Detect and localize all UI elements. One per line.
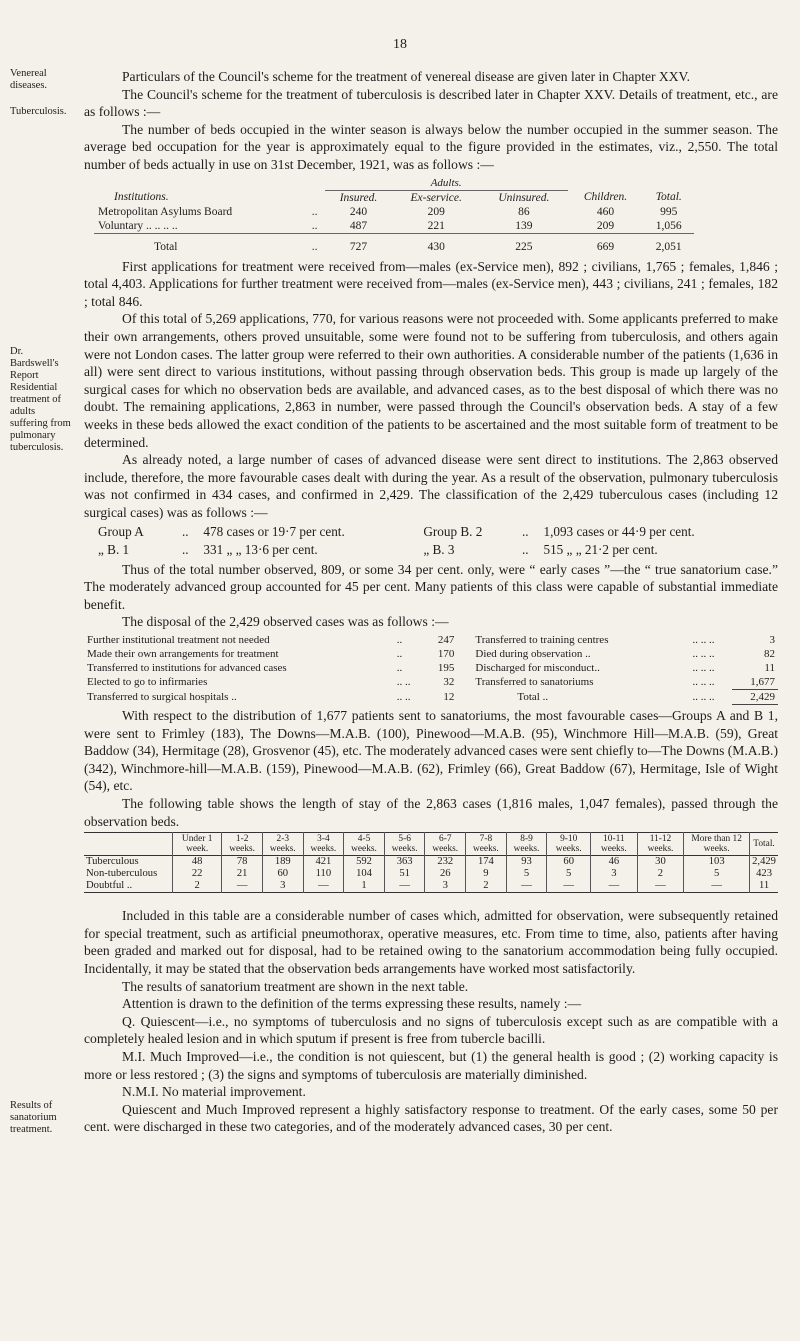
- table-cell: Transferred to sanatoriums: [475, 676, 594, 689]
- table-cell: 21: [222, 868, 263, 880]
- table-cell: 3: [425, 880, 466, 893]
- paragraph-sanatorium-distribution: With respect to the distribution of 1,677 patients sent to sanatoriums, the most favourable cases—Groups A and B 1, were sent to Frimley (183), The Downs—M.A.B. (100), Pinewood—M.A.B. (95), Winchmore Hill—M.A.B. (59), Great Baddow (34), Hermitage (28), Grosvenor (45), etc. The moderately advanced cases were sent chiefly to—The Downs (M.A.B.) (342), Winchmore-hill—M.A.B. (159), Pinewood—M.A.B. (62), Frimley (66), Great Baddow (67), Hermitage, Isle of Wight (54), etc.: [84, 708, 778, 794]
- table-row: [94, 205, 694, 219]
- table-row: [84, 661, 778, 675]
- table-row: [84, 647, 778, 661]
- table-cell: 82: [764, 648, 775, 661]
- leader-dots: .. .. ..: [692, 648, 715, 661]
- table-cell: Made their own arrangements for treatment: [87, 648, 279, 661]
- table-row: [84, 633, 778, 647]
- table-cell: 30: [637, 856, 684, 869]
- table-cell: 93: [506, 856, 547, 869]
- leader-dots: ..: [521, 542, 529, 558]
- table-cell: 110: [303, 868, 344, 880]
- table-cell: 60: [262, 868, 303, 880]
- margin-note-venereal: Venereal diseases.: [10, 68, 48, 91]
- column-header: 9-10 weeks.: [547, 833, 591, 856]
- table-cell: —: [222, 880, 263, 893]
- table-cell: 195: [437, 662, 455, 675]
- table-cell: 32: [443, 676, 455, 689]
- adults-heading: Adults.: [325, 176, 568, 191]
- leader-dots: ..: [304, 233, 324, 254]
- table-cell: „ B. 1: [98, 542, 130, 558]
- leader-dots: ..: [396, 634, 403, 647]
- table-cell: 104: [344, 868, 385, 880]
- leader-dots: ..: [396, 648, 403, 661]
- table-cell: 2,051: [643, 233, 694, 254]
- table-cell: 430: [392, 233, 480, 254]
- table-cell: Transferred to surgical hospitals ..: [87, 691, 237, 704]
- beds-table-header: [94, 190, 694, 205]
- column-header: 4-5 weeks.: [344, 833, 385, 856]
- column-header: 6-7 weeks.: [425, 833, 466, 856]
- table-cell: —: [637, 880, 684, 893]
- leader-dots: .. ..: [396, 691, 411, 704]
- table-cell: 2: [173, 880, 222, 893]
- leader-dots: ..: [396, 662, 403, 675]
- table-cell: 421: [303, 856, 344, 869]
- table-cell: —: [684, 880, 750, 893]
- column-header: Children.: [583, 191, 628, 204]
- table-cell: Group B. 2: [423, 524, 483, 540]
- column-header: 3-4 weeks.: [303, 833, 344, 856]
- paragraph-stay-intro: The following table shows the length of stay of the 2,863 cases (1,816 males, 1,047 females), passed through the observation beds.: [84, 796, 778, 829]
- table-cell: 3: [591, 868, 638, 880]
- table-cell: Further institutional treatment not needed: [87, 634, 270, 647]
- table-cell: 3: [262, 880, 303, 893]
- total-value: 2,429: [732, 690, 778, 705]
- column-header: Uninsured.: [498, 191, 550, 204]
- table-cell: 2: [637, 868, 684, 880]
- table-cell: 3: [769, 634, 775, 647]
- table-cell: 5: [684, 868, 750, 880]
- table-cell: 515 „ „ 21·2 per cent.: [543, 542, 658, 558]
- table-cell: —: [303, 880, 344, 893]
- column-header: 7-8 weeks.: [466, 833, 507, 856]
- table-cell: 22: [173, 868, 222, 880]
- table-cell: 5: [547, 868, 591, 880]
- definition-quiescent: Q. Quiescent—i.e., no symptoms of tuberculosis and no signs of tuberculosis except such as are compatible with a completely healed lesion and in which sputum if present is free from tubercle bacilli.: [84, 1013, 778, 1047]
- stay-table-header: [84, 833, 778, 856]
- table-cell: 2: [466, 880, 507, 893]
- table-cell: —: [506, 880, 547, 893]
- margin-note-results: Results of sanatorium treatment.: [10, 1100, 57, 1135]
- table-cell: 423: [750, 868, 778, 880]
- table-cell: 1,056: [655, 219, 682, 232]
- leader-dots: .. ..: [396, 676, 411, 689]
- table-cell: 487: [349, 219, 368, 232]
- table-cell: Elected to go to infirmaries: [87, 676, 208, 689]
- definitions: [84, 995, 778, 1136]
- paragraph-early-cases: Thus of the total number observed, 809, or some 34 per cent. only, were “ early cases ”—the “ true sanatorium case.” The moderately advanced group accounted for 45 per cent. Many patients of this class were capable of substantial immediate benefit.: [84, 561, 778, 612]
- table-row: [84, 675, 778, 690]
- table-row: [84, 690, 778, 705]
- column-header: 5-6 weeks.: [384, 833, 425, 856]
- column-header: Total.: [655, 191, 682, 204]
- table-cell: 170: [437, 648, 455, 661]
- table-cell: 86: [518, 205, 530, 218]
- table-cell: 189: [262, 856, 303, 869]
- table-cell: 12: [443, 691, 455, 704]
- table-cell: 592: [344, 856, 385, 869]
- table-cell: Died during observation ..: [475, 648, 591, 661]
- row-label: Total: [94, 233, 304, 254]
- table-cell: 103: [684, 856, 750, 869]
- column-header: [84, 833, 173, 856]
- column-header: Ex-service.: [410, 191, 462, 204]
- table-cell: 363: [384, 856, 425, 869]
- table-cell: 78: [222, 856, 263, 869]
- table-cell: 221: [427, 219, 445, 232]
- column-header: Institutions.: [114, 191, 169, 204]
- table-cell: 139: [515, 219, 533, 232]
- paragraph-observation: As already noted, a large number of cases of advanced disease were sent direct to institutions. The 2,863 observed include, therefore, the more favourable cases dealt with during the year. As a result of the observation, pulmonary tuberculosis was not confirmed in 434 cases, and confirmed in 2,429. The classification of the 2,429 tuberculous cases (including 12 surgical cases) was as follows :—: [84, 452, 778, 520]
- table-cell: 2,429: [750, 856, 778, 869]
- leader-dots: .. .. ..: [692, 676, 715, 689]
- beds-table: [94, 176, 694, 254]
- table-cell: 225: [480, 233, 567, 254]
- page-number: 18: [393, 37, 407, 52]
- table-cell: 1: [344, 880, 385, 893]
- table-cell: 331 „ „ 13·6 per cent.: [203, 542, 318, 558]
- column-header: Total.: [750, 833, 778, 856]
- column-header: 11-12 weeks.: [637, 833, 684, 856]
- page-body: [84, 68, 778, 1136]
- row-label: Tuberculous: [86, 856, 139, 868]
- table-cell: Transferred to institutions for advanced cases: [87, 662, 287, 675]
- table-cell: 60: [547, 856, 591, 869]
- table-cell: Group A: [98, 524, 144, 540]
- leader-dots: ..: [311, 205, 318, 218]
- paragraph-conclusion: Quiescent and Much Improved represent a highly satisfactory response to treatment. Of the early cases, some 50 per cent. were discharged in these two categories, and of the moderately advanced cases, 30 per cent.: [84, 1101, 778, 1135]
- row-label: Non-tuberculous: [86, 868, 158, 880]
- row-label: Voluntary .. .. .. ..: [98, 219, 178, 232]
- leader-dots: ..: [181, 542, 189, 558]
- column-header: 1-2 weeks.: [222, 833, 263, 856]
- groups-table: [84, 523, 774, 558]
- paragraph-applications-detail: Of this total of 5,269 applications, 770, for various reasons were not proceeded with. Some applicants preferred to make their own arrangements, others proved unsuitable, some were found not to be suffering from tuberculosis, and others again were not London cases. The latter group were referred to their own authorities. A considerable number of the patients (1,636 in all) were sent direct to various institutions, without passing through observation beds. This group is made up largely of the surgical cases for which no observation beds are available, and advanced cases, as to the best disposal of which there was no doubt. The remaining applications, 2,863 in number, were passed through the Council's observation beds. A stay of a few weeks in these beds allowed the exact condition of the patients to be ascertained and the most suitable form of treatment to be determined.: [84, 311, 778, 450]
- column-header: More than 12 weeks.: [684, 833, 750, 856]
- paragraph-table-notes: Included in this table are a considerable number of cases which, admitted for observation, were subsequently retained for special treatment, such as artificial pneumothorax, operative measures, etc. From time to time, also, patients after having been graded and marked out for disposal, had to be retained owing to the sanatorium accommodation being fully occupied. Incidentally, it may be stated that the observation beds arrangements have worked most satisfactorily.: [84, 908, 778, 976]
- table-cell: „ B. 3: [423, 542, 455, 558]
- paragraph-disposal-intro: The disposal of the 2,429 observed cases was as follows :—: [122, 614, 449, 630]
- column-header: 8-9 weeks.: [506, 833, 547, 856]
- table-total-row: [94, 233, 694, 254]
- paragraph-venereal: Particulars of the Council's scheme for the treatment of venereal disease are given later in Chapter XXV.: [122, 69, 691, 84]
- margin-note-tuberculosis: Tuberculosis.: [10, 106, 67, 117]
- paragraph-results-intro: The results of sanatorium treatment are shown in the next table.: [122, 978, 469, 994]
- table-row: [84, 880, 778, 893]
- table-cell: 48: [173, 856, 222, 869]
- table-cell: Transferred to training centres: [475, 634, 609, 647]
- table-cell: 5: [506, 868, 547, 880]
- table-cell: 240: [349, 205, 368, 218]
- table-cell: 995: [660, 205, 678, 218]
- column-header: 10-11 weeks.: [591, 833, 638, 856]
- leader-dots: ..: [181, 524, 189, 540]
- table-cell: 11: [750, 880, 778, 893]
- table-row: [84, 868, 778, 880]
- table-row: [84, 541, 774, 559]
- table-cell: 460: [596, 205, 615, 218]
- column-header: Insured.: [339, 191, 378, 204]
- table-cell: 209: [596, 219, 615, 232]
- definition-much-improved: M.I. Much Improved—i.e., the condition is not quiescent, but (1) the general health is good ; (2) working capacity is more or less restored ; (3) the signs and symptoms of tuberculosis are materially diminished.: [84, 1048, 778, 1082]
- table-cell: 9: [466, 868, 507, 880]
- table-cell: 51: [384, 868, 425, 880]
- paragraph-definition-intro: Attention is drawn to the definition of the terms expressing these results, namely :—: [122, 996, 582, 1012]
- leader-dots: ..: [311, 219, 318, 232]
- table-cell: 209: [427, 205, 445, 218]
- leader-dots: .. .. ..: [692, 662, 715, 675]
- table-cell: —: [547, 880, 591, 893]
- leader-dots: .. .. ..: [692, 691, 715, 704]
- table-cell: 174: [466, 856, 507, 869]
- leader-dots: ..: [521, 524, 529, 540]
- column-header: Under 1 week.: [173, 833, 222, 856]
- table-cell: 247: [437, 634, 455, 647]
- row-label: Doubtful ..: [86, 880, 133, 892]
- table-cell: —: [384, 880, 425, 893]
- table-cell: 11: [764, 662, 775, 675]
- table-row: [94, 219, 694, 234]
- table-row: [84, 523, 774, 541]
- definition-no-improvement: N.M.I. No material improvement.: [122, 1084, 306, 1100]
- leader-dots: .. .. ..: [692, 634, 715, 647]
- table-cell: 727: [325, 233, 392, 254]
- table-cell: 232: [425, 856, 466, 869]
- total-label: Total ..: [517, 691, 549, 704]
- paragraph-beds: The number of beds occupied in the winter season is always below the number occupied in the summer season. The average bed occupation for the year is approximately equal to the figure provided in the estimates, viz., 2,550. The total number of beds actually in use on 31st December, 1921, was as follows :—: [84, 121, 778, 172]
- table-cell: 1,677: [732, 675, 778, 690]
- length-of-stay-table: [84, 832, 778, 893]
- disposal-table: [84, 633, 778, 705]
- table-row: [84, 856, 778, 869]
- paragraph-applications: First applications for treatment were received from—males (ex-Service men), 892 ; civilians, 1,765 ; females, 1,846 ; total 4,403. Applications for further treatment were received from—males (ex-Service men), 443 ; civilians, 241 ; females, 182 ; total 846.: [84, 258, 778, 309]
- row-label: Metropolitan Asylums Board: [98, 205, 233, 218]
- table-cell: 46: [591, 856, 638, 869]
- column-header: 2-3 weeks.: [262, 833, 303, 856]
- table-cell: 669: [568, 233, 644, 254]
- paragraph-tuberculosis-scheme: The Council's scheme for the treatment of tuberculosis is described later in Chapter XXV. Details of treatment, etc., are as follows :—: [84, 86, 778, 120]
- table-cell: Discharged for misconduct..: [475, 662, 600, 675]
- table-cell: 26: [425, 868, 466, 880]
- table-cell: —: [591, 880, 638, 893]
- table-cell: 478 cases or 19·7 per cent.: [203, 524, 345, 540]
- table-cell: 1,093 cases or 44·9 per cent.: [543, 524, 695, 540]
- margin-note-bardswell: Dr. Bardswell's Report Residential treatment of adults suffering from pulmonary tuberculosis.: [10, 346, 71, 453]
